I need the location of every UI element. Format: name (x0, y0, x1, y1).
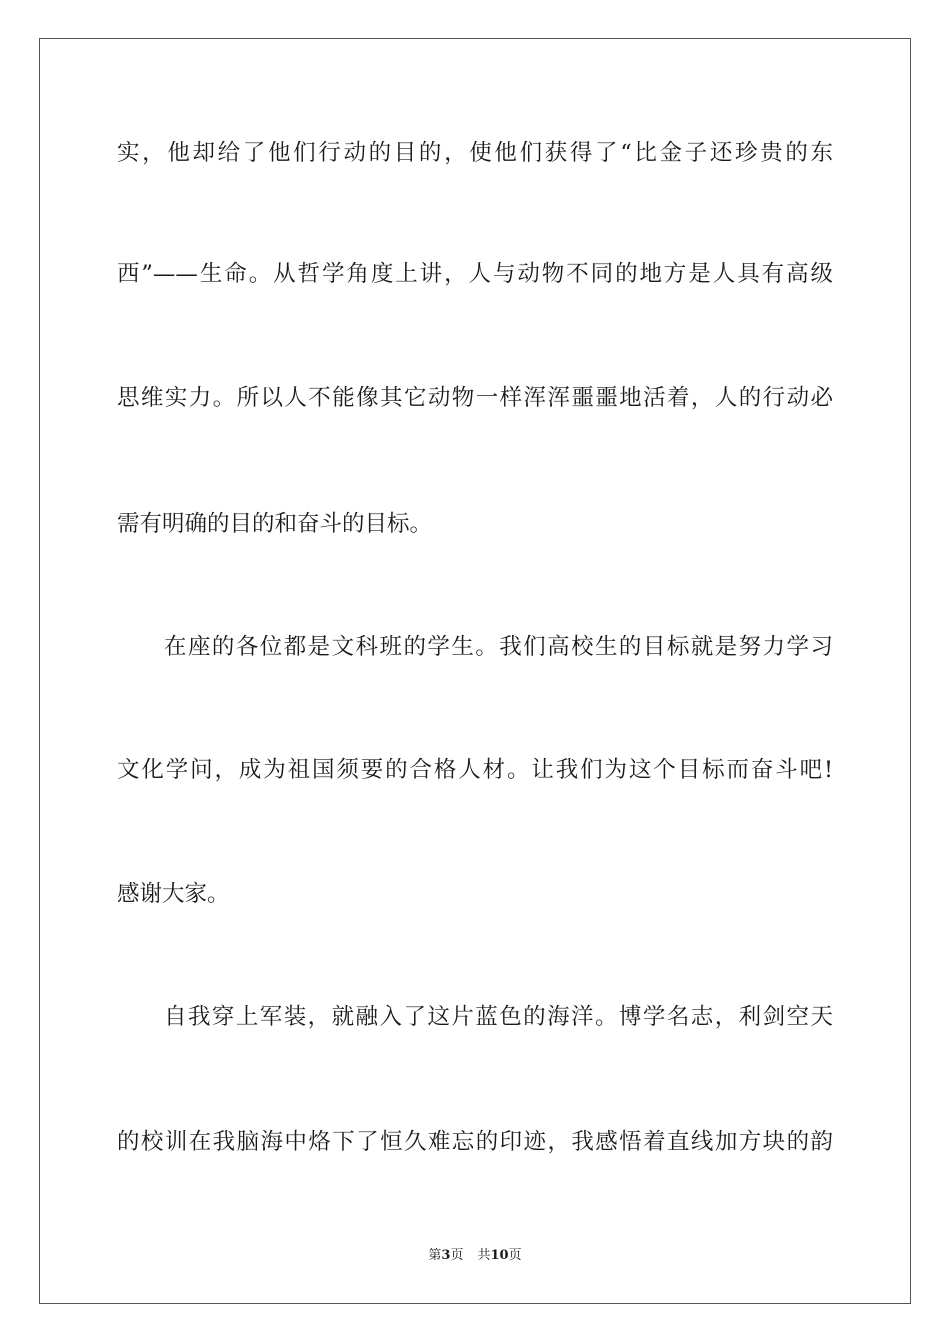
text-line-1: 实，他却给了他们行动的目的，使他们获得了“比金子还珍贵的东 (117, 140, 833, 166)
text-line-6: 文化学问，成为祖国须要的合格人材。让我们为这个目标而奋斗吧! (117, 757, 833, 783)
total-unit: 页 (508, 1248, 522, 1263)
page-current: 3 (441, 1248, 451, 1263)
text-line-7: 感谢大家。 (117, 881, 230, 907)
page-border (39, 38, 911, 1304)
page-prefix: 第 (428, 1248, 442, 1263)
text-line-9: 的校训在我脑海中烙下了恒久难忘的印迹，我感悟着直线加方块的韵 (117, 1129, 833, 1155)
text-line-5-paragraph-start: 在座的各位都是文科班的学生。我们高校生的目标就是努力学习 (164, 634, 833, 660)
total-prefix: 共 (477, 1248, 491, 1263)
text-line-8-paragraph-start: 自我穿上军装，就融入了这片蓝色的海洋。博学名志，利剑空天 (164, 1004, 833, 1030)
text-line-3: 思维实力。所以人不能像其它动物一样浑浑噩噩地活着，人的行动必 (117, 385, 833, 411)
page-footer (0, 1247, 950, 1265)
text-line-2: 西”——生命。从哲学角度上讲，人与动物不同的地方是人具有高级 (117, 261, 833, 287)
page-total: 10 (490, 1248, 509, 1263)
page-unit: 页 (450, 1248, 464, 1263)
text-line-4: 需有明确的目的和奋斗的目标。 (117, 511, 433, 537)
